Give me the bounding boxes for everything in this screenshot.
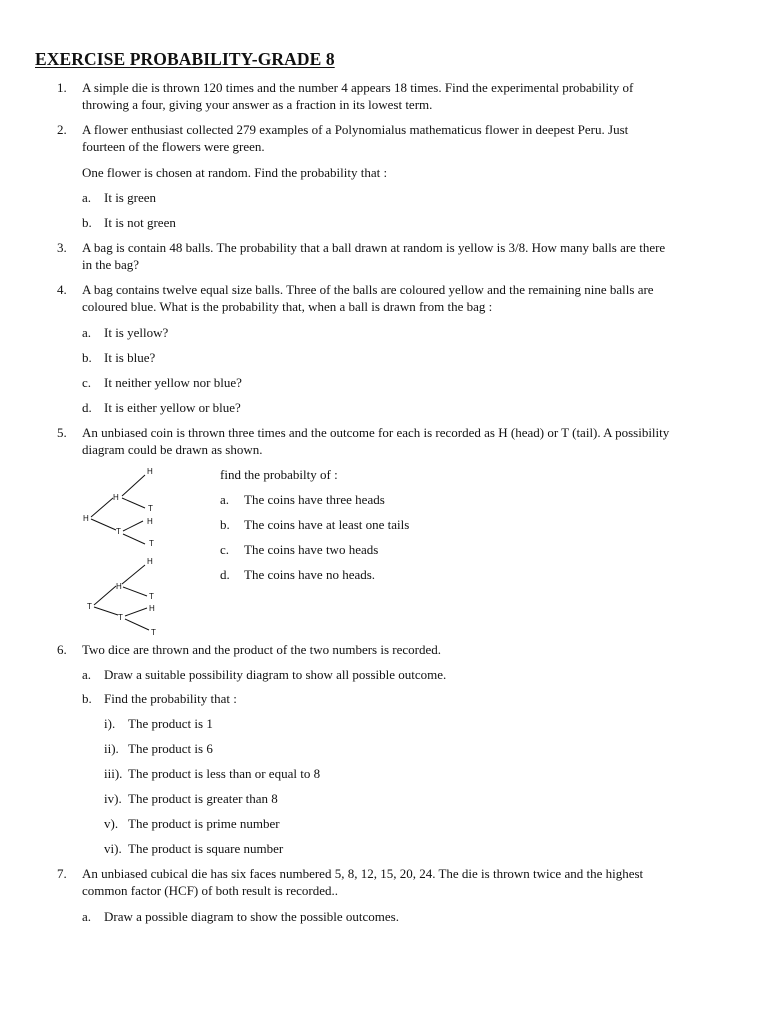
- question-4-part-c-text: It neither yellow nor blue?: [104, 375, 242, 390]
- question-4-part-c-label: c.: [82, 375, 92, 390]
- question-6-part-b-label: b.: [82, 691, 92, 706]
- question-5-line-2: diagram could be drawn as shown.: [82, 442, 263, 457]
- tree-top-t-line: [91, 519, 116, 530]
- question-6-subpart-v-label: v).: [104, 816, 119, 831]
- question-2-part-b-text: It is not green: [104, 215, 176, 230]
- question-1-line-1: A simple die is thrown 120 times and the number 4 appears 18 times. Find the experimental probability of: [82, 80, 634, 95]
- question-1-line-2: throwing a four, giving your answer as a fraction in its lowest term.: [82, 97, 433, 112]
- question-6-subpart-vi-text: The product is square number: [128, 841, 284, 856]
- question-4-part-d-label: d.: [82, 400, 92, 415]
- tree-bottom-ht-line: [123, 587, 147, 596]
- question-7-line-1: An unbiased cubical die has six faces numbered 5, 8, 12, 15, 20, 24. The die is thrown twice and the highest: [82, 866, 644, 881]
- question-5-prompt: find the probabilty of :: [220, 467, 338, 482]
- question-5-part-b-label: b.: [220, 517, 230, 532]
- question-2-part-a-text: It is green: [104, 190, 156, 205]
- question-5-part-d-text: The coins have no heads.: [244, 567, 376, 582]
- question-7-number: 7.: [57, 866, 67, 881]
- tree-top-ht-label: T: [148, 504, 153, 513]
- tree-bottom-tt-line: [125, 619, 149, 630]
- question-3-line-1: A bag is contain 48 balls. The probability that a ball drawn at random is yellow is 3/8. How many balls are there: [82, 240, 666, 255]
- question-4-part-a-label: a.: [82, 325, 92, 340]
- question-5-part-c-label: c.: [220, 542, 230, 557]
- question-6-subpart-i-text: The product is 1: [128, 716, 213, 731]
- question-2-prompt: One flower is chosen at random. Find the probability that :: [82, 165, 388, 180]
- question-4-part-a-text: It is yellow?: [104, 325, 169, 340]
- question-4-number: 4.: [57, 282, 67, 297]
- question-4-part-d-text: It is either yellow or blue?: [104, 400, 241, 415]
- question-4-part-b-text: It is blue?: [104, 350, 156, 365]
- question-5-part-b-text: The coins have at least one tails: [244, 517, 410, 532]
- question-6-subpart-iii-label: iii).: [104, 766, 123, 781]
- question-6-subpart-i-label: i).: [104, 716, 116, 731]
- tree-top-tt-line: [123, 534, 145, 544]
- question-5-part-a-text: The coins have three heads: [244, 492, 385, 507]
- question-6-subpart-iii-text: The product is less than or equal to 8: [128, 766, 321, 781]
- question-3-number: 3.: [57, 240, 67, 255]
- question-6-subpart-v-text: The product is prime number: [128, 816, 280, 831]
- question-6-subpart-ii-text: The product is 6: [128, 741, 213, 756]
- tree-top-h-line: [91, 498, 113, 517]
- tree-bottom-h-line: [94, 586, 116, 605]
- tree-bottom-hh-line: [122, 565, 145, 584]
- tree-bottom-th-line: [125, 608, 147, 616]
- tree-bottom-t-line: [94, 607, 118, 615]
- tree-top-hh-label: H: [147, 467, 153, 476]
- question-6-part-b-text: Find the probability that :: [104, 691, 237, 706]
- question-6-part-a-label: a.: [82, 667, 92, 682]
- question-2-part-b-label: b.: [82, 215, 92, 230]
- tree-top-th-label: H: [147, 517, 153, 526]
- tree-top-tt-label: T: [149, 539, 154, 548]
- question-5-part-a-label: a.: [220, 492, 230, 507]
- question-2-part-a-label: a.: [82, 190, 92, 205]
- tree-bottom-root-label: T: [87, 602, 92, 611]
- question-6-subpart-ii-label: ii).: [104, 741, 119, 756]
- question-1-number: 1.: [57, 80, 67, 95]
- tree-top-th-line: [123, 521, 143, 531]
- tree-top-t-label: T: [116, 527, 121, 536]
- tree-top-root-label: H: [83, 514, 89, 523]
- question-2-line-2: fourteen of the flowers were green.: [82, 139, 265, 154]
- tree-bottom-h-label: H: [116, 582, 122, 591]
- question-4-line-1: A bag contains twelve equal size balls. Three of the balls are coloured yellow and the remaining nine balls are: [82, 282, 654, 297]
- question-6-line-1: Two dice are thrown and the product of the two numbers is recorded.: [82, 642, 442, 657]
- question-2-number: 2.: [57, 122, 67, 137]
- tree-top-branch: [83, 467, 154, 548]
- question-6-subpart-iv-text: The product is greater than 8: [128, 791, 278, 806]
- question-6-subpart-iv-label: iv).: [104, 791, 122, 806]
- question-3-line-2: in the bag?: [82, 257, 140, 272]
- question-2-line-1: A flower enthusiast collected 279 examples of a Polynomialus mathematicus flower in deepest Peru. Just: [82, 122, 629, 137]
- question-7-part-a-text: Draw a possible diagram to show the possible outcomes.: [104, 909, 399, 924]
- question-7-line-2: common factor (HCF) of both result is recorded..: [82, 883, 338, 898]
- question-5-part-c-text: The coins have two heads: [244, 542, 379, 557]
- tree-bottom-hh-label: H: [147, 557, 153, 566]
- question-5-line-1: An unbiased coin is thrown three times and the outcome for each is recorded as H (head) or T (tail). A possibility: [82, 425, 670, 440]
- coin-tree-diagram: [76, 462, 168, 642]
- question-6-part-a-text: Draw a suitable possibility diagram to show all possible outcome.: [104, 667, 447, 682]
- question-7-part-a-label: a.: [82, 909, 92, 924]
- tree-bottom-tt-label: T: [151, 628, 156, 637]
- tree-top-h-label: H: [113, 493, 119, 502]
- worksheet-title: EXERCISE PROBABILITY-GRADE 8: [35, 49, 335, 69]
- question-4-part-b-label: b.: [82, 350, 92, 365]
- question-4-line-2: coloured blue. What is the probability that, when a ball is drawn from the bag :: [82, 299, 493, 314]
- tree-bottom-branch: [87, 557, 156, 637]
- tree-top-hh-line: [122, 475, 145, 496]
- tree-bottom-th-label: H: [149, 604, 155, 613]
- tree-top-ht-line: [122, 498, 145, 508]
- question-5-number: 5.: [57, 425, 67, 440]
- tree-bottom-ht-label: T: [149, 592, 154, 601]
- tree-bottom-t-label: T: [118, 613, 123, 622]
- question-6-number: 6.: [57, 642, 67, 657]
- question-5-part-d-label: d.: [220, 567, 230, 582]
- question-6-subpart-vi-label: vi).: [104, 841, 122, 856]
